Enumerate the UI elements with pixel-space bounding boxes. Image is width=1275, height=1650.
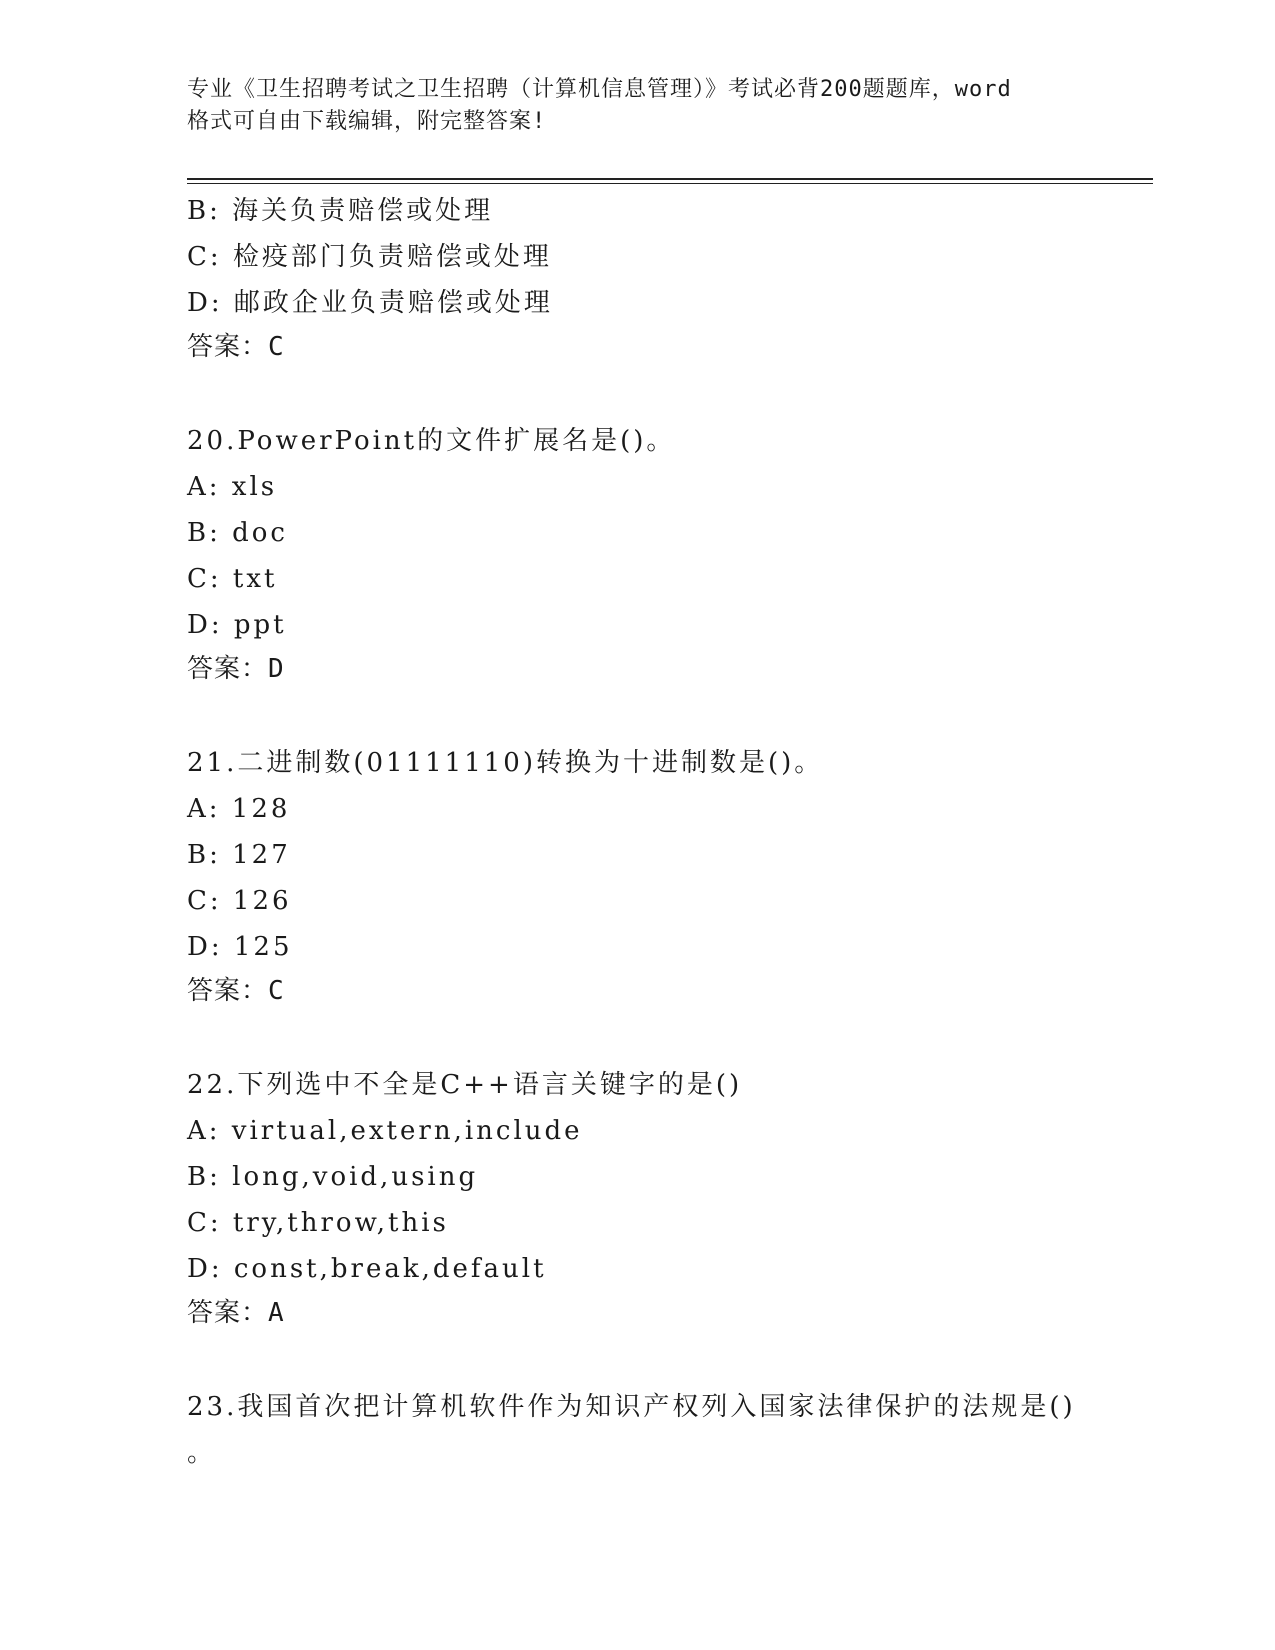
option-d: D: const,break,default [187, 1254, 547, 1284]
question-stem: 21.二进制数(01111110)转换为十进制数是()。 [187, 748, 824, 778]
option-b: B: 127 [187, 840, 291, 870]
option-b: B: doc [187, 518, 288, 548]
question-23 [187, 1384, 1147, 1476]
question-19 [187, 188, 1147, 368]
answer-line: 答案：C [187, 976, 285, 1006]
header-line-1: 专业《卫生招聘考试之卫生招聘（计算机信息管理）》考试必背200题题库，word [187, 77, 1012, 102]
header-rule-thin [187, 183, 1153, 184]
question-stem: 22.下列选中不全是C++语言关键字的是() [187, 1070, 743, 1100]
answer-line: 答案：A [187, 1298, 285, 1328]
question-20 [187, 418, 1147, 690]
option-a: A: virtual,extern,include [187, 1116, 583, 1146]
question-22 [187, 1062, 1147, 1334]
question-stem-continuation: 。 [187, 1438, 217, 1468]
option-c: C: 检疫部门负责赔偿或处理 [187, 242, 552, 272]
option-d: D: 邮政企业负责赔偿或处理 [187, 288, 553, 318]
header-rule-thick [187, 178, 1153, 180]
option-c: C: txt [187, 564, 278, 594]
question-stem: 23.我国首次把计算机软件作为知识产权列入国家法律保护的法规是() [187, 1392, 1076, 1422]
document-header [187, 74, 1087, 138]
spacer [187, 1334, 1147, 1384]
question-stem: 20.PowerPoint的文件扩展名是()。 [187, 426, 676, 456]
spacer [187, 1012, 1147, 1062]
header-line-2: 格式可自由下载编辑，附完整答案! [187, 109, 547, 134]
spacer [187, 368, 1147, 418]
option-c: C: 126 [187, 886, 292, 916]
answer-line: 答案：C [187, 332, 285, 362]
option-c: C: try,throw,this [187, 1208, 449, 1238]
answer-line: 答案：D [187, 654, 285, 684]
option-d: D: 125 [187, 932, 293, 962]
option-a: A: xls [187, 472, 278, 502]
question-21 [187, 740, 1147, 1012]
spacer [187, 690, 1147, 740]
option-a: A: 128 [187, 794, 291, 824]
option-b: B: 海关负责赔偿或处理 [187, 196, 494, 226]
option-d: D: ppt [187, 610, 287, 640]
option-b: B: long,void,using [187, 1162, 479, 1192]
question-list [187, 188, 1147, 1476]
